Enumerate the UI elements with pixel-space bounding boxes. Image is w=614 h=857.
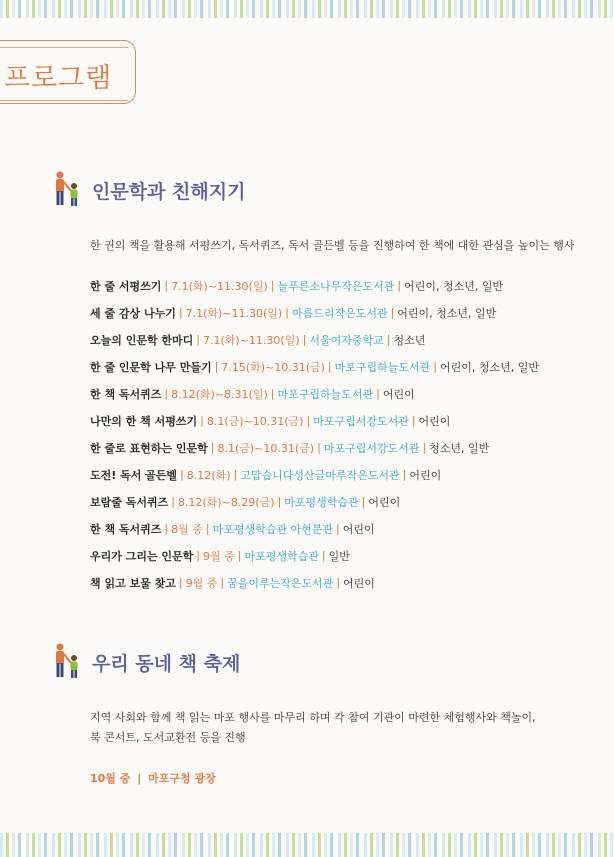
program-row <box>90 407 539 434</box>
program-place: 마포구립서강도서관 <box>323 441 420 455</box>
separator: | <box>164 279 169 292</box>
program-place: 마포구립하늘도서관 <box>334 360 431 374</box>
separator: | <box>233 468 238 481</box>
separator: | <box>361 495 366 508</box>
program-list <box>90 272 539 596</box>
separator: | <box>164 522 169 535</box>
program-place: 고맙습니다성산글마루작은도서관 <box>240 468 400 482</box>
separator: | <box>270 279 275 292</box>
separator: | <box>196 333 201 346</box>
section-header-festival <box>52 642 240 680</box>
program-place: 마포평생학습관 아현분관 <box>212 522 333 536</box>
program-target: 어린이 <box>342 522 375 536</box>
section-title: 우리 동네 책 축제 <box>92 653 241 675</box>
separator: | <box>277 495 282 508</box>
page-title: 프로그램 <box>4 63 113 94</box>
program-date: 9월 중 <box>203 549 235 563</box>
program-date: 7.1(화)~11.30(일) <box>185 306 283 320</box>
program-target: 어린이 <box>418 414 451 428</box>
program-date: 8.12(화)~8.31(일) <box>171 387 268 401</box>
separator: | <box>386 333 391 346</box>
separator: | <box>214 360 219 373</box>
program-name: 보람줄 독서퀴즈 <box>90 495 169 509</box>
program-target: 어린이, 청소년, 일반 <box>404 279 504 293</box>
program-row <box>90 488 539 515</box>
program-target: 청소년 <box>393 333 426 347</box>
separator: | <box>137 772 142 785</box>
program-name: 한 줄 서평쓰기 <box>90 279 162 293</box>
separator: | <box>433 360 437 373</box>
program-place: 마포구립서강도서관 <box>313 414 409 428</box>
separator: | <box>196 549 201 562</box>
program-place: 마포구립하늘도서관 <box>277 387 374 401</box>
program-row <box>90 515 539 542</box>
program-name: 나만의 한 책 서평쓰기 <box>90 414 198 428</box>
program-name: 한 줄 인문학 나무 만들기 <box>90 360 212 374</box>
program-name: 오늘의 인문학 한마디 <box>90 333 194 347</box>
program-date: 7.1(화)~11.30(일) <box>203 333 300 347</box>
program-name: 한 줄로 표현하는 인문학 <box>90 441 208 455</box>
separator: | <box>270 387 275 400</box>
separator: | <box>200 414 204 427</box>
program-name: 책 읽고 보물 찾고 <box>90 576 176 590</box>
separator: | <box>180 468 184 481</box>
program-row <box>90 461 539 488</box>
program-place: 늘푸른소나무작은도서관 <box>277 279 395 293</box>
section-description: 한 권의 책을 활용해 서평쓰기, 독서퀴즈, 독서 골든벨 등을 진행하여 한 책에 대한 관심을 높이는 행사 <box>90 239 575 252</box>
program-target: 어린이 <box>409 468 442 482</box>
program-target: 어린이 <box>382 387 415 401</box>
program-place: 마포평생학습관 <box>284 495 359 509</box>
separator: | <box>237 549 242 562</box>
program-date: 9월 중 <box>185 576 218 590</box>
program-place: 꿈을이루는작은도서관 <box>227 576 334 590</box>
program-place: 아름드리작은도서관 <box>291 306 388 320</box>
program-row <box>90 272 539 299</box>
separator: | <box>336 576 341 589</box>
program-row <box>90 353 539 380</box>
program-date: 8월 중 <box>171 522 203 536</box>
program-date: 8.12(화)~8.29(금) <box>177 495 275 509</box>
top-stripe-decoration <box>0 0 614 18</box>
separator: | <box>402 468 407 481</box>
separator: | <box>178 576 183 589</box>
program-date: 7.1(화)~11.30(일) <box>171 279 268 293</box>
program-date: 8.1(금)~10.31(금) <box>217 441 315 455</box>
program-date: 7.15(화)~10.31(금) <box>221 360 325 374</box>
separator: | <box>302 333 307 346</box>
program-target: 어린이, 청소년, 일반 <box>440 360 539 374</box>
program-target: 어린이, 청소년, 일반 <box>397 306 497 320</box>
program-name: 도전! 독서 골든벨 <box>90 468 178 482</box>
description-line: 북 콘서트, 도서교환전 등을 진행 <box>90 731 246 744</box>
separator: | <box>336 522 340 535</box>
program-date: 8.1(금)~10.31(금) <box>206 414 304 428</box>
separator: | <box>422 441 427 454</box>
program-name: 세 줄 감상 나누기 <box>90 306 176 320</box>
bottom-stripe-decoration <box>0 833 614 857</box>
festival-date: 10월 중 <box>90 772 131 785</box>
program-row <box>90 569 539 596</box>
program-date: 8.12(화) <box>186 468 231 482</box>
festival-place: 마포구청 광장 <box>148 772 216 785</box>
separator: | <box>164 387 169 400</box>
family-icon <box>52 642 82 680</box>
program-target: 청소년, 일반 <box>429 441 490 455</box>
separator: | <box>397 279 402 292</box>
program-name: 한 책 독서퀴즈 <box>90 387 162 401</box>
program-row <box>90 326 539 353</box>
separator: | <box>220 576 225 589</box>
separator: | <box>178 306 183 319</box>
separator: | <box>205 522 210 535</box>
program-row <box>90 542 539 569</box>
program-name: 우리가 그리는 인문학 <box>90 549 194 563</box>
separator: | <box>306 414 311 427</box>
separator: | <box>390 306 395 319</box>
program-target: 어린이 <box>343 576 375 590</box>
family-icon <box>52 170 82 208</box>
separator: | <box>411 414 416 427</box>
festival-schedule <box>90 770 216 786</box>
description-line: 지역 사회와 함께 책 읽는 마포 행사를 마무리 하며 각 참여 기관이 마련한 체험행사와 책놀이, <box>90 711 536 724</box>
program-row <box>90 299 539 326</box>
section-description <box>90 708 536 748</box>
program-place: 서울여자중학교 <box>309 333 384 347</box>
program-row <box>90 380 539 407</box>
program-target: 어린이 <box>368 495 401 509</box>
separator: | <box>171 495 175 508</box>
program-target: 일반 <box>328 549 350 563</box>
program-name: 한 책 독서퀴즈 <box>90 522 162 536</box>
separator: | <box>376 387 380 400</box>
separator: | <box>317 441 321 454</box>
section-title: 인문학과 친해지기 <box>92 181 246 203</box>
separator: | <box>321 549 326 562</box>
section-header-humanities <box>52 170 245 208</box>
separator: | <box>210 441 215 454</box>
separator: | <box>327 360 332 373</box>
program-place: 마포평생학습관 <box>244 549 319 563</box>
separator: | <box>285 306 289 319</box>
program-row <box>90 434 539 461</box>
